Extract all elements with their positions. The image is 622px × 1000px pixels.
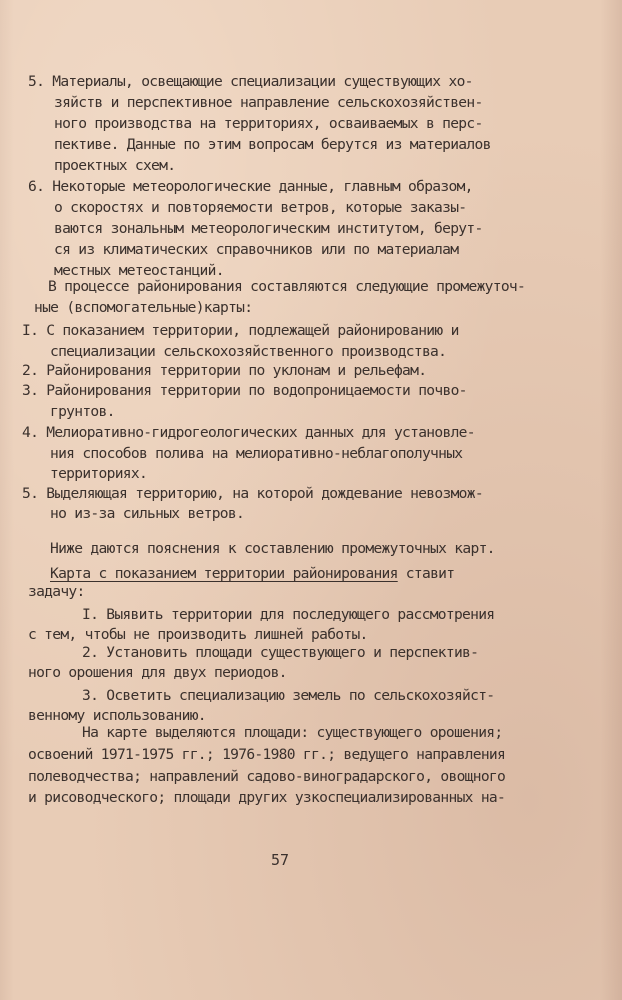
list-item: с тем, чтобы не производить лишней работы. <box>28 626 368 643</box>
text-line: освоений 1971-1975 гг.; 1976-1980 гг.; ведущего направления <box>28 746 506 763</box>
list-item: ного орошения для двух периодов. <box>28 664 287 681</box>
text-line: В процессе районирования составляются следующие промежуточ- <box>48 278 526 295</box>
list-item: 4. Мелиоративно-гидрогеологических данных для установле- <box>22 424 475 441</box>
text-line: полеводчества; направлений садово-виноградарского, овощного <box>28 768 506 785</box>
text-line: зяйств и перспективное направление сельскохозяйствен- <box>54 94 483 111</box>
list-item: территориях. <box>50 465 148 482</box>
section-heading-rest: ставит <box>397 565 455 582</box>
list-item: I. Выявить территории для последующего рассмотрения <box>82 606 495 623</box>
section-heading-underlined: Карта с показанием территории районирования <box>50 565 398 582</box>
page-number: 57 <box>271 851 290 869</box>
list-item: 3. Районирования территории по водопроницаемости почво- <box>22 382 467 399</box>
list-item: 2. Установить площади существующего и перспектив- <box>82 644 479 661</box>
text-line: На карте выделяются площади: существующего орошения; <box>82 724 503 741</box>
text-line: ного производства на территориях, осваиваемых в перс- <box>54 115 483 132</box>
text-line: ся из климатических справочников или по материалам <box>54 241 459 258</box>
list-item: I. С показанием территории, подлежащей районированию и <box>22 322 459 339</box>
list-item: 3. Осветить специализацию земель по сельскохозяйст- <box>82 687 495 704</box>
section-heading <box>50 564 454 584</box>
list-item: грунтов. <box>50 403 115 420</box>
text-line: пективе. Данные по этим вопросам берутся из материалов <box>54 136 491 153</box>
text-line: проектных схем. <box>54 157 176 174</box>
text-line: местных метеостанций. <box>54 262 224 279</box>
list-item: 2. Районирования территории по уклонам и рельефам. <box>22 362 427 379</box>
list-item: 5. Выделяющая территорию, на которой дождевание невозмож- <box>22 485 483 502</box>
list-item: но из-за сильных ветров. <box>50 505 245 522</box>
text-line: Ниже даются пояснения к составлению промежуточных карт. <box>50 540 495 557</box>
text-line: и рисоводческого; площади других узкоспециализированных на- <box>28 789 506 806</box>
list-item: специализации сельскохозяйственного производства. <box>50 343 447 360</box>
text-line: 5. Материалы, освещающие специализации существующих хо- <box>28 73 473 90</box>
list-item: ния способов полива на мелиоративно-неблагополучных <box>50 445 463 462</box>
text-line: ваются зональным метеорологическим институтом, берут- <box>54 220 483 237</box>
text-line: задачу: <box>28 583 85 600</box>
text-line: 6. Некоторые метеорологические данные, главным образом, <box>28 178 473 195</box>
text-line: ные (вспомогательные)карты: <box>34 299 253 316</box>
list-item: венному использованию. <box>28 707 206 724</box>
text-line: о скоростях и повторяемости ветров, которые заказы- <box>54 199 467 216</box>
